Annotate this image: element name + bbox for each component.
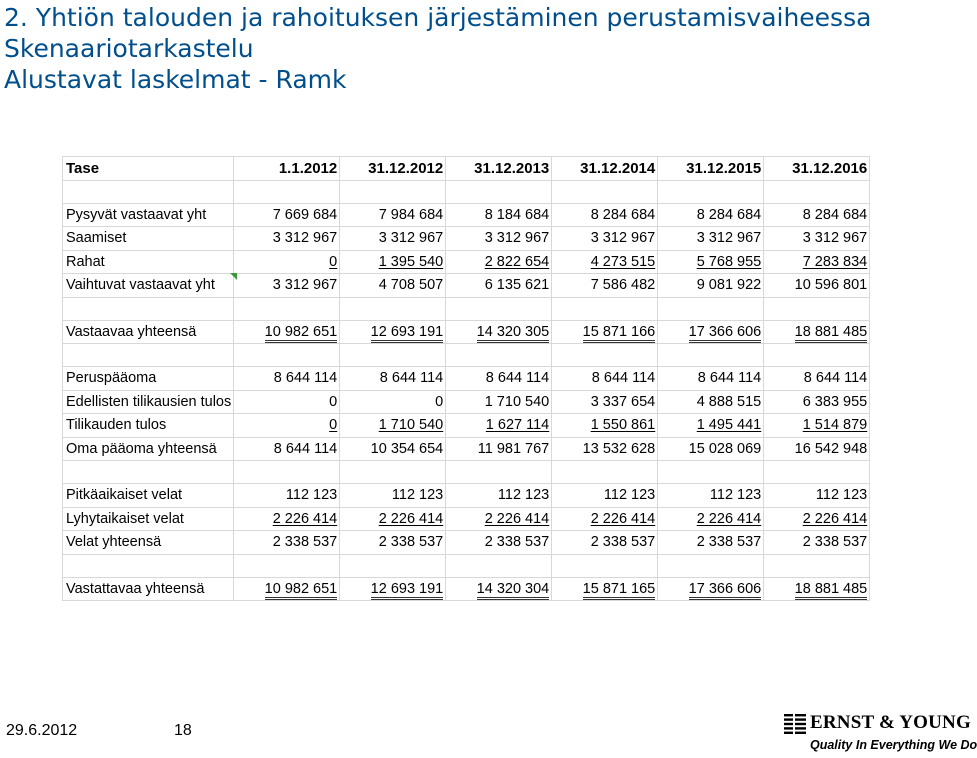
value-cell <box>234 577 340 601</box>
comment-marker-icon <box>230 273 237 280</box>
logo-name: ERNST & YOUNG <box>810 712 971 733</box>
row-vastattavaa <box>63 577 870 601</box>
empty-cell <box>552 461 658 484</box>
value-cell-text: 10 982 651 <box>265 581 338 600</box>
value-cell-text: 10 982 651 <box>265 324 338 343</box>
row-tilikauden <box>63 414 870 438</box>
value-cell: 9 081 922 <box>658 274 764 298</box>
value-cell: 3 312 967 <box>234 274 340 298</box>
empty-cell <box>658 461 764 484</box>
title-line-2: Skenaariotarkastelu <box>4 34 254 63</box>
value-cell: 4 708 507 <box>340 274 446 298</box>
value-cell <box>552 577 658 601</box>
empty-cell <box>552 554 658 577</box>
value-cell: 3 312 967 <box>658 227 764 251</box>
value-cell: 5 768 955 <box>658 250 764 274</box>
row-label: Pysyvät vastaavat yht <box>63 203 234 227</box>
value-cell: 112 123 <box>340 484 446 508</box>
row-label: Edellisten tilikausien tulos <box>63 390 234 414</box>
value-cell: 7 984 684 <box>340 203 446 227</box>
value-cell <box>658 577 764 601</box>
value-cell: 2 338 537 <box>446 531 552 555</box>
row-pitkaaikaiset <box>63 484 870 508</box>
value-cell-text: 18 881 485 <box>795 324 868 343</box>
empty-cell <box>446 297 552 320</box>
value-cell <box>340 577 446 601</box>
row-velat <box>63 531 870 555</box>
page-number: 18 <box>174 722 192 739</box>
value-cell: 0 <box>340 390 446 414</box>
value-cell: 1 710 540 <box>446 390 552 414</box>
value-cell: 1 495 441 <box>658 414 764 438</box>
value-cell-text: 12 693 191 <box>371 581 444 600</box>
row-label: Vastaavaa yhteensä <box>63 320 234 344</box>
empty-cell <box>234 461 340 484</box>
value-cell: 8 644 114 <box>764 367 870 391</box>
row-lyhytaikaiset <box>63 507 870 531</box>
value-cell: 6 135 621 <box>446 274 552 298</box>
value-cell: 2 822 654 <box>446 250 552 274</box>
value-cell: 7 669 684 <box>234 203 340 227</box>
empty-cell <box>234 297 340 320</box>
value-cell <box>658 320 764 344</box>
empty-cell <box>340 554 446 577</box>
row-label: Lyhytaikaiset velat <box>63 507 234 531</box>
value-cell: 3 312 967 <box>764 227 870 251</box>
value-cell: 7 283 834 <box>764 250 870 274</box>
header-label: Tase <box>63 157 234 181</box>
value-cell: 2 338 537 <box>658 531 764 555</box>
header-date: 31.12.2012 <box>340 157 446 181</box>
value-cell <box>446 577 552 601</box>
blank-row <box>63 461 870 484</box>
empty-cell <box>658 554 764 577</box>
empty-cell <box>552 297 658 320</box>
value-cell <box>764 320 870 344</box>
row-vastaavaa <box>63 320 870 344</box>
logo-tagline: Quality In Everything We Do <box>810 738 977 752</box>
blank-row <box>63 180 870 203</box>
empty-cell <box>63 461 234 484</box>
value-cell: 2 226 414 <box>340 507 446 531</box>
empty-cell <box>446 344 552 367</box>
value-cell: 6 383 955 <box>764 390 870 414</box>
value-cell: 8 644 114 <box>340 367 446 391</box>
ernst-young-logo <box>784 712 977 756</box>
value-cell: 8 284 684 <box>552 203 658 227</box>
empty-cell <box>63 297 234 320</box>
row-label: Velat yhteensä <box>63 531 234 555</box>
value-cell: 8 184 684 <box>446 203 552 227</box>
value-cell: 15 028 069 <box>658 437 764 461</box>
value-cell-text: 15 871 166 <box>583 324 656 343</box>
empty-cell <box>63 344 234 367</box>
value-cell: 2 338 537 <box>340 531 446 555</box>
row-label: Rahat <box>63 250 234 274</box>
value-cell-text: 12 693 191 <box>371 324 444 343</box>
value-cell-text: 14 320 305 <box>477 324 550 343</box>
value-cell: 8 644 114 <box>658 367 764 391</box>
blank-row <box>63 344 870 367</box>
value-cell: 13 532 628 <box>552 437 658 461</box>
value-cell-text: 15 871 165 <box>583 581 656 600</box>
value-cell: 3 312 967 <box>552 227 658 251</box>
value-cell: 8 644 114 <box>234 367 340 391</box>
value-cell: 2 226 414 <box>234 507 340 531</box>
row-edellisten <box>63 390 870 414</box>
empty-cell <box>340 461 446 484</box>
empty-cell <box>764 554 870 577</box>
row-omapaaoma <box>63 437 870 461</box>
empty-cell <box>234 344 340 367</box>
value-cell: 112 123 <box>446 484 552 508</box>
row-pysyvat <box>63 203 870 227</box>
empty-cell <box>658 180 764 203</box>
value-cell <box>552 320 658 344</box>
empty-cell <box>764 344 870 367</box>
value-cell: 7 586 482 <box>552 274 658 298</box>
empty-cell <box>446 554 552 577</box>
value-cell <box>764 577 870 601</box>
empty-cell <box>340 297 446 320</box>
value-cell: 0 <box>234 390 340 414</box>
row-saamiset <box>63 227 870 251</box>
empty-cell <box>446 461 552 484</box>
value-cell: 4 888 515 <box>658 390 764 414</box>
value-cell: 8 284 684 <box>658 203 764 227</box>
value-cell: 2 226 414 <box>552 507 658 531</box>
row-label: Vastattavaa yhteensä <box>63 577 234 601</box>
value-cell: 2 338 537 <box>552 531 658 555</box>
empty-cell <box>552 344 658 367</box>
empty-cell <box>234 554 340 577</box>
value-cell: 1 514 879 <box>764 414 870 438</box>
header-date: 31.12.2015 <box>658 157 764 181</box>
value-cell <box>340 320 446 344</box>
header-date: 31.12.2013 <box>446 157 552 181</box>
row-label: Tilikauden tulos <box>63 414 234 438</box>
blank-row <box>63 554 870 577</box>
value-cell: 2 226 414 <box>764 507 870 531</box>
value-cell: 112 123 <box>658 484 764 508</box>
value-cell: 8 284 684 <box>764 203 870 227</box>
empty-cell <box>764 180 870 203</box>
empty-cell <box>764 297 870 320</box>
ey-logo-mark-icon <box>784 714 806 734</box>
header-date: 31.12.2014 <box>552 157 658 181</box>
blank-row <box>63 297 870 320</box>
balance-sheet-table <box>62 156 870 601</box>
empty-cell <box>234 180 340 203</box>
value-cell <box>446 320 552 344</box>
value-cell <box>234 320 340 344</box>
row-label: Vaihtuvat vastaavat yht <box>63 274 234 298</box>
footer-date: 29.6.2012 <box>6 722 78 739</box>
header-date: 31.12.2016 <box>764 157 870 181</box>
value-cell: 0 <box>234 414 340 438</box>
header-date: 1.1.2012 <box>234 157 340 181</box>
title-line-1: 2. Yhtiön talouden ja rahoituksen järjestäminen perustamisvaiheessa <box>4 3 872 32</box>
value-cell: 2 226 414 <box>658 507 764 531</box>
value-cell: 10 354 654 <box>340 437 446 461</box>
row-label: Oma pääoma yhteensä <box>63 437 234 461</box>
row-peruspaaoma <box>63 367 870 391</box>
value-cell-text: 18 881 485 <box>795 581 868 600</box>
empty-cell <box>63 180 234 203</box>
value-cell: 1 627 114 <box>446 414 552 438</box>
empty-cell <box>552 180 658 203</box>
value-cell: 16 542 948 <box>764 437 870 461</box>
row-label: Saamiset <box>63 227 234 251</box>
empty-cell <box>63 554 234 577</box>
row-vaihtuvat <box>63 274 870 298</box>
value-cell: 0 <box>234 250 340 274</box>
value-cell: 3 312 967 <box>234 227 340 251</box>
value-cell: 1 395 540 <box>340 250 446 274</box>
value-cell: 1 550 861 <box>552 414 658 438</box>
empty-cell <box>764 461 870 484</box>
empty-cell <box>658 344 764 367</box>
slide-title <box>4 2 871 95</box>
empty-cell <box>446 180 552 203</box>
value-cell: 1 710 540 <box>340 414 446 438</box>
row-label: Peruspääoma <box>63 367 234 391</box>
value-cell: 8 644 114 <box>446 367 552 391</box>
value-cell-text: 17 366 606 <box>689 324 762 343</box>
value-cell: 3 337 654 <box>552 390 658 414</box>
title-line-3: Alustavat laskelmat - Ramk <box>4 65 347 94</box>
value-cell: 10 596 801 <box>764 274 870 298</box>
value-cell: 8 644 114 <box>234 437 340 461</box>
value-cell: 2 338 537 <box>764 531 870 555</box>
header-row <box>63 157 870 181</box>
value-cell-text: 14 320 304 <box>477 581 550 600</box>
value-cell: 112 123 <box>552 484 658 508</box>
empty-cell <box>658 297 764 320</box>
value-cell: 112 123 <box>234 484 340 508</box>
value-cell: 11 981 767 <box>446 437 552 461</box>
row-rahat <box>63 250 870 274</box>
value-cell: 8 644 114 <box>552 367 658 391</box>
value-cell: 112 123 <box>764 484 870 508</box>
value-cell-text: 17 366 606 <box>689 581 762 600</box>
value-cell: 2 226 414 <box>446 507 552 531</box>
row-label: Pitkäaikaiset velat <box>63 484 234 508</box>
empty-cell <box>340 180 446 203</box>
value-cell: 2 338 537 <box>234 531 340 555</box>
value-cell: 4 273 515 <box>552 250 658 274</box>
empty-cell <box>340 344 446 367</box>
value-cell: 3 312 967 <box>340 227 446 251</box>
value-cell: 3 312 967 <box>446 227 552 251</box>
